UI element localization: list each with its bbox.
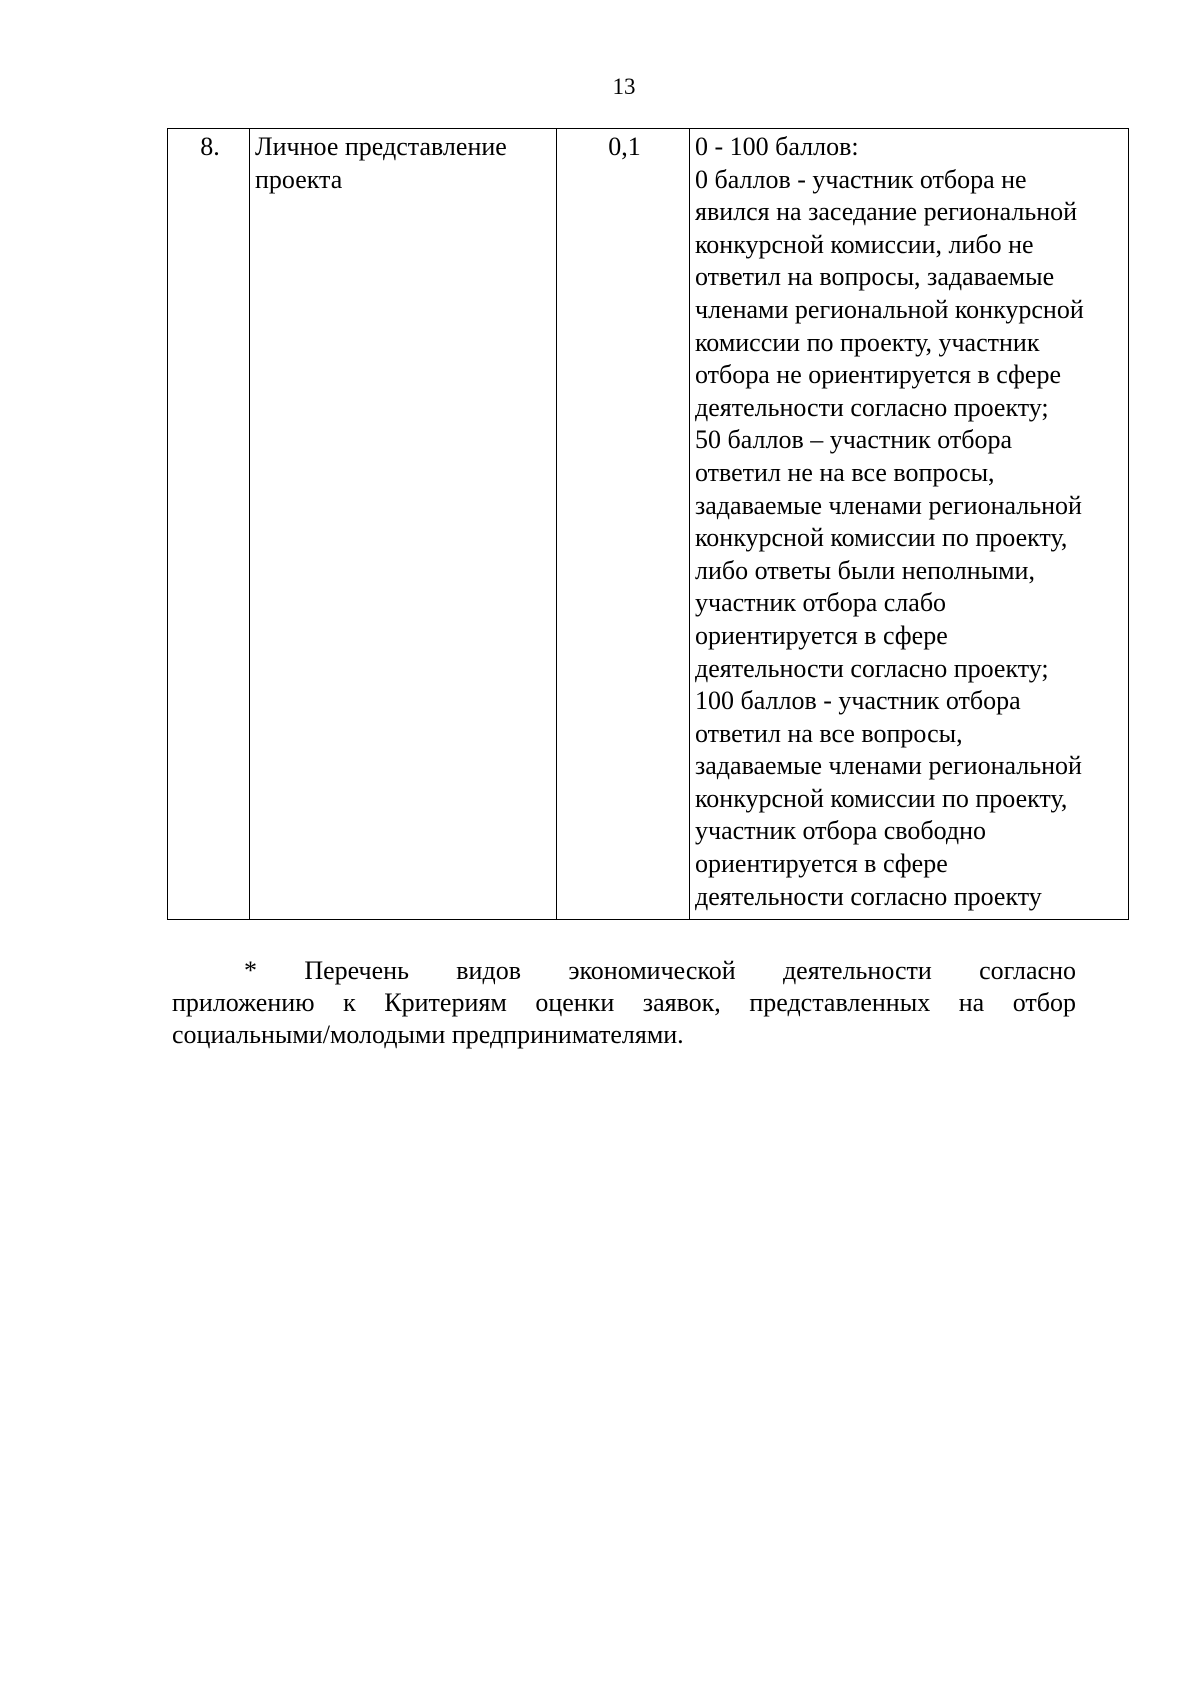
description-line: конкурсной комиссии, либо не <box>695 229 1034 259</box>
page-number: 13 <box>612 74 636 99</box>
description-line: отбора не ориентируется в сфере <box>695 360 1061 390</box>
description-line: 100 баллов - участник отбора <box>695 686 1021 716</box>
description-line: 0 - 100 баллов: <box>695 132 859 161</box>
description-line: либо ответы были неполными, <box>695 555 1035 585</box>
description-line: членами региональной конкурсной <box>695 294 1084 324</box>
scoring-description-cell <box>690 129 1129 920</box>
description-line: ответил не на все вопросы, <box>695 457 995 487</box>
description-line: деятельности согласно проекту; <box>695 392 1049 422</box>
description-line: задаваемые членами региональной <box>695 751 1082 781</box>
footnote-line: приложению к Критериям оценки заявок, представленных на отбор <box>172 988 1076 1017</box>
table-row <box>168 129 1129 920</box>
footnote <box>172 955 1076 1051</box>
description-line: участник отбора слабо <box>695 588 947 618</box>
criteria-table <box>167 128 1129 920</box>
description-line: 0 баллов - участник отбора не <box>695 164 1027 194</box>
description-line: конкурсной комиссии по проекту, <box>695 523 1068 553</box>
weight-cell: 0,1 <box>557 129 690 920</box>
description-line: деятельности согласно проекту <box>695 881 1042 911</box>
description-line: участник отбора свободно <box>695 816 987 846</box>
description-line: 50 баллов – участник отбора <box>695 425 1012 455</box>
description-line: деятельности согласно проекту; <box>695 653 1049 683</box>
criterion-name-cell <box>250 129 557 920</box>
description-line: явился на заседание региональной <box>695 197 1078 227</box>
description-line: ответил на все вопросы, <box>695 718 963 748</box>
description-line: задаваемые членами региональной <box>695 490 1082 520</box>
criterion-name-line: проекта <box>255 164 343 194</box>
footnote-line: социальными/молодыми предпринимателями. <box>172 1020 684 1049</box>
description-line: комиссии по проекту, участник <box>695 327 1040 357</box>
criterion-name-line: Личное представление <box>255 132 507 161</box>
description-line: ориентируется в сфере <box>695 849 948 879</box>
description-line: конкурсной комиссии по проекту, <box>695 783 1068 813</box>
row-number-cell: 8. <box>168 129 250 920</box>
description-line: ответил на вопросы, задаваемые <box>695 262 1055 292</box>
description-line: ориентируется в сфере <box>695 620 948 650</box>
footnote-line: * Перечень видов экономической деятельности согласно <box>244 956 1076 985</box>
